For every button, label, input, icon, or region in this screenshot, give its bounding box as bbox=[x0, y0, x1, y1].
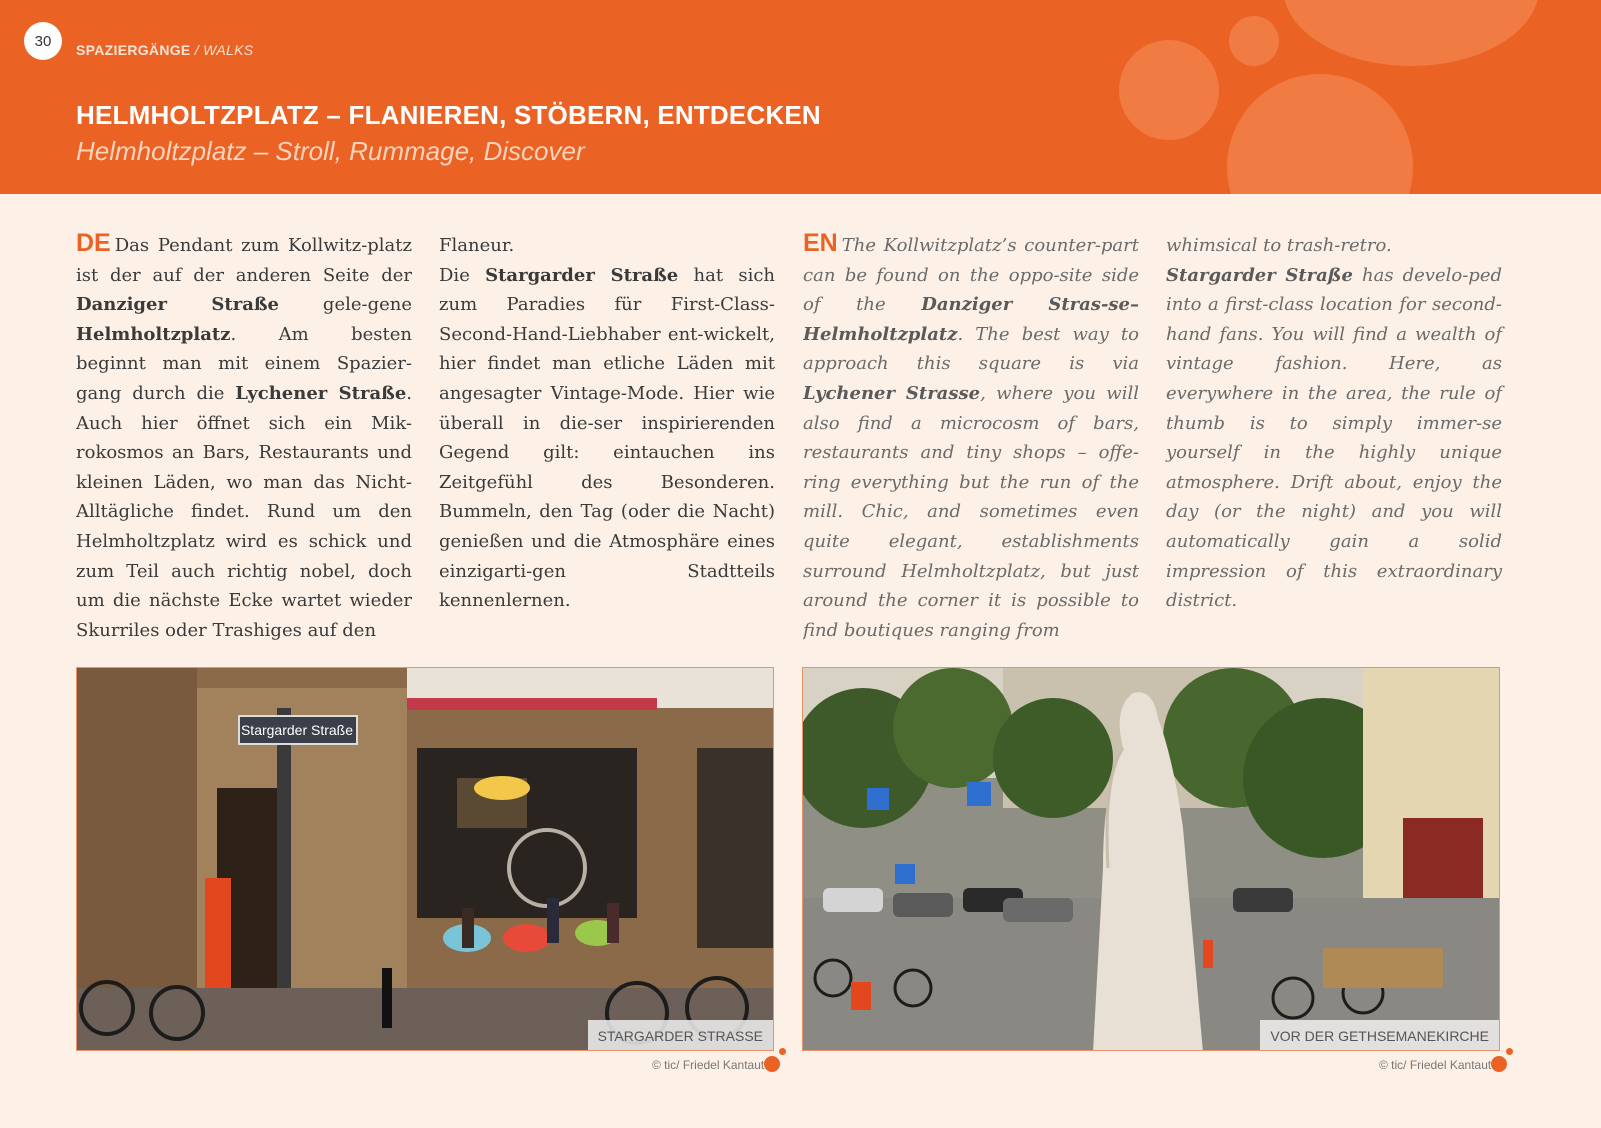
photo-illustration bbox=[803, 668, 1500, 1051]
section-label-de: SPAZIERGÄNGE bbox=[76, 42, 191, 58]
lang-marker-en: EN bbox=[803, 231, 838, 257]
decor-bubble bbox=[1229, 16, 1279, 66]
text-paragraph-continued: Flaneur. bbox=[439, 235, 515, 256]
lang-marker-de: DE bbox=[76, 231, 111, 257]
text-de-paragraph-2: Die Stargarder Straße hat sich zum Paradies für First-Class-Second-Hand-Liebhaber ent-wickelt, hier findet man etliche Läden mit angesagter Vintage-Mode. Hier wie überall in die-ser inspirierenden Gegend gilt: eintauchen ins Zeitgefühl des Besonderen. Bummeln, den Tag (oder die Nacht) genießen und die Atmosphäre eines einzigarti-gen Stadtteils kennenlernen. bbox=[439, 264, 775, 612]
photo-stargarder-strasse bbox=[76, 667, 774, 1051]
photo-credit: © tic/ Friedel Kantaut bbox=[652, 1058, 765, 1072]
photo-gethsemanekirche bbox=[802, 667, 1500, 1051]
text-paragraph-continued: whimsical to trash-retro. bbox=[1166, 235, 1392, 256]
page-title-en: Helmholtzplatz – Stroll, Rummage, Discover bbox=[76, 136, 585, 166]
photo-caption: STARGARDER STRASSE bbox=[588, 1020, 773, 1050]
decor-bubble bbox=[1283, 0, 1539, 66]
photo-caption: VOR DER GETHSEMANEKIRCHE bbox=[1260, 1020, 1499, 1050]
street-sign-text: Stargarder Straße bbox=[240, 722, 354, 738]
text-en-column-2 bbox=[1166, 231, 1502, 616]
text-en-column-1 bbox=[803, 231, 1139, 651]
photo-illustration bbox=[77, 668, 774, 1051]
header-banner bbox=[0, 0, 1601, 194]
text-en-paragraph-2: Stargarder Straße has develo-ped into a first-class location for second-hand fans. You will find a wealth of vintage fashion. Here, as everywhere in the area, the rule of thumb is to simply immer-se yourself in the highly unique atmosphere. Drift about, enjoy the day (or the night) and you will automatically gain a solid impression of this extraordinary district. bbox=[1166, 264, 1502, 612]
decor-dot bbox=[1506, 1048, 1513, 1055]
decor-bubble bbox=[1119, 40, 1219, 140]
decor-dot bbox=[1491, 1056, 1507, 1072]
decor-dot bbox=[764, 1056, 780, 1072]
section-label bbox=[76, 42, 253, 58]
decor-bubble bbox=[1227, 74, 1413, 194]
text-en-paragraph-1: EN The Kollwitzplatz’s counter-part can be found on the oppo-site side of the Danziger Stras-se– Helmholtzplatz. The best way to approach this square is via Lychener Strasse, where you will also find a microcosm of bars, restaurants and tiny shops – offe-ring everything but the run of the mill. Chic, and sometimes even quite elegant, establishments surround Helmholtzplatz, but just around the corner it is possible to find boutiques ranging from bbox=[803, 231, 1139, 641]
text-de-column-1 bbox=[76, 231, 412, 651]
page-number: 30 bbox=[24, 22, 62, 60]
page-title-de: HELMHOLTZPLATZ – FLANIEREN, STÖBERN, ENTDECKEN bbox=[76, 100, 821, 130]
decor-dot bbox=[779, 1048, 786, 1055]
text-de-paragraph-1: DE Das Pendant zum Kollwitz-platz ist der auf der anderen Seite der Danziger Straße gele-gene Helmholtzplatz. Am besten beginnt man mit einem Spazier-gang durch die Lychener Straße. Auch hier öffnet sich ein Mik-rokosmos an Bars, Restaurants und kleinen Läden, wo man das Nicht-Alltägliche findet. Rund um den Helmholtzplatz wird es schick und zum Teil auch richtig nobel, doch um die nächste Ecke wartet wieder Skurriles oder Trashiges auf den bbox=[76, 231, 412, 641]
section-label-en: / WALKS bbox=[194, 42, 254, 58]
text-de-column-2 bbox=[439, 231, 775, 616]
photo-credit: © tic/ Friedel Kantaut bbox=[1379, 1058, 1492, 1072]
